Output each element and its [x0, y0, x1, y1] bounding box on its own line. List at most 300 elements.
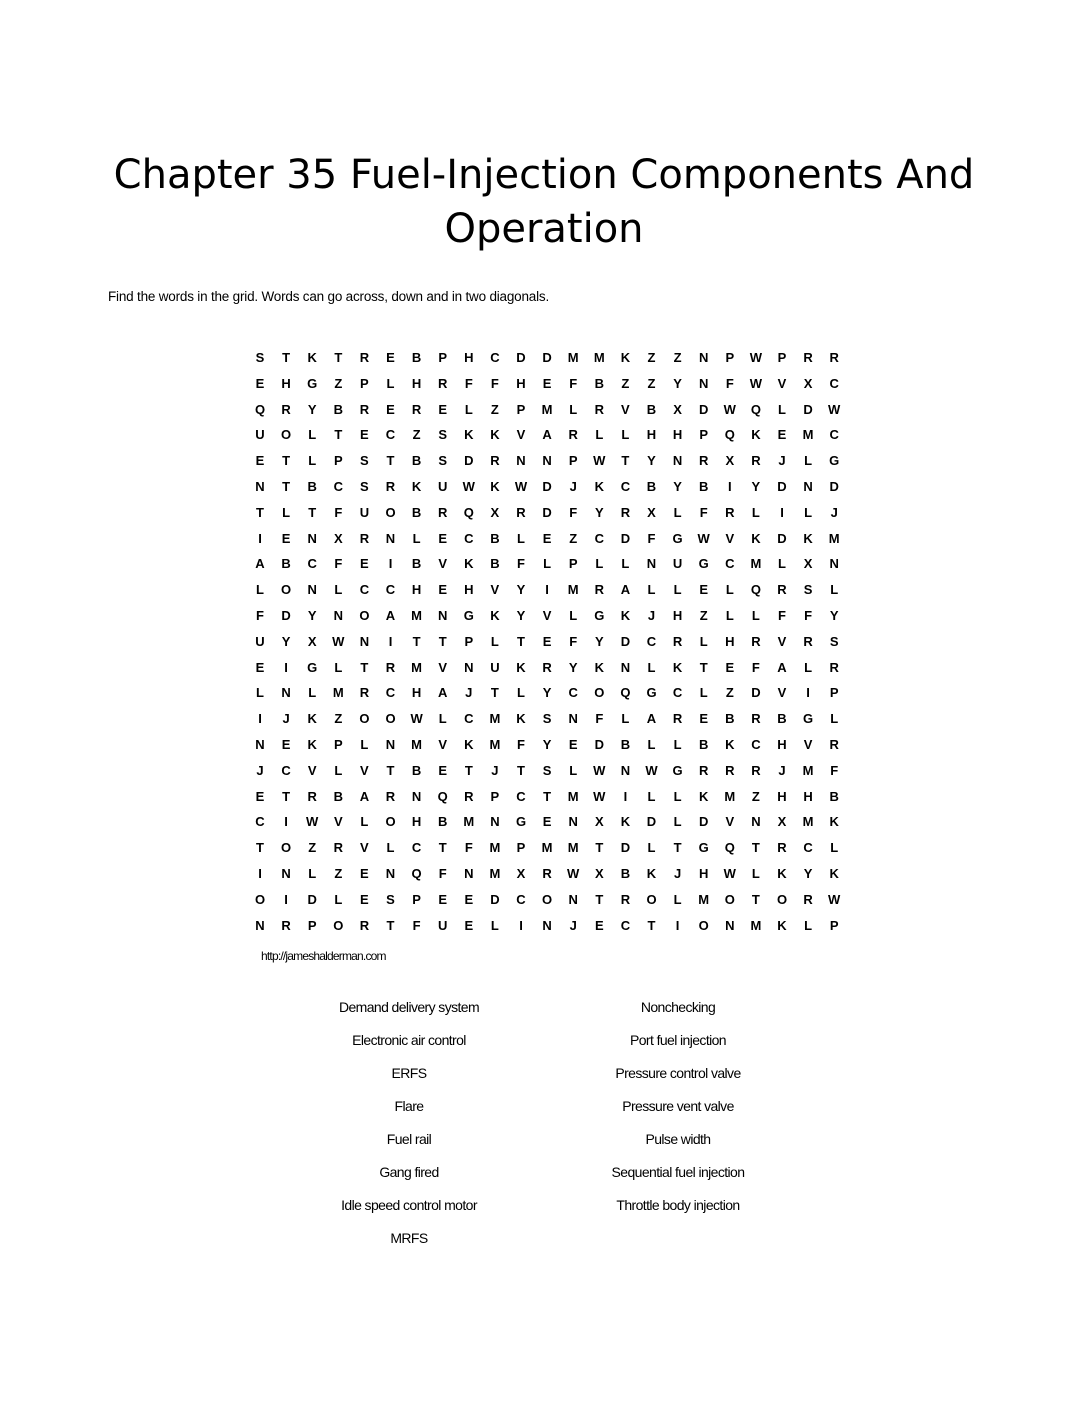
grid-cell[interactable]: K: [751, 530, 761, 546]
grid-cell[interactable]: D: [620, 633, 631, 649]
grid-cell[interactable]: O: [385, 504, 396, 520]
grid-cell[interactable]: E: [438, 530, 448, 546]
grid-cell[interactable]: I: [388, 633, 393, 649]
grid-cell[interactable]: M: [750, 917, 762, 933]
grid-cell[interactable]: E: [464, 917, 474, 933]
grid-cell[interactable]: G: [803, 711, 814, 727]
grid-cell[interactable]: D: [698, 401, 709, 417]
grid-cell[interactable]: V: [438, 659, 448, 675]
grid-cell[interactable]: L: [569, 401, 578, 417]
grid-cell[interactable]: A: [646, 711, 657, 727]
grid-cell[interactable]: F: [569, 504, 578, 520]
grid-cell[interactable]: R: [620, 504, 631, 520]
grid-cell[interactable]: Y: [647, 453, 656, 469]
grid-cell[interactable]: K: [464, 556, 474, 572]
grid-cell[interactable]: C: [255, 814, 265, 830]
grid-cell[interactable]: B: [333, 788, 343, 804]
grid-cell[interactable]: D: [751, 685, 761, 701]
grid-cell[interactable]: E: [542, 633, 552, 649]
grid-cell[interactable]: E: [699, 711, 709, 727]
grid-cell[interactable]: O: [333, 917, 344, 933]
grid-cell[interactable]: S: [542, 711, 552, 727]
grid-cell[interactable]: Z: [725, 685, 734, 701]
grid-cell[interactable]: N: [568, 814, 578, 830]
grid-cell[interactable]: W: [828, 891, 841, 907]
grid-cell[interactable]: L: [699, 685, 708, 701]
grid-cell[interactable]: E: [594, 917, 604, 933]
grid-cell[interactable]: N: [568, 711, 578, 727]
grid-cell[interactable]: J: [830, 504, 838, 520]
grid-cell[interactable]: U: [437, 917, 448, 933]
grid-cell[interactable]: M: [724, 788, 736, 804]
grid-cell[interactable]: H: [411, 685, 422, 701]
grid-cell[interactable]: N: [672, 453, 683, 469]
grid-cell[interactable]: O: [385, 814, 396, 830]
grid-cell[interactable]: O: [254, 891, 266, 907]
grid-cell[interactable]: W: [828, 401, 841, 417]
grid-cell[interactable]: R: [751, 633, 761, 649]
grid-cell[interactable]: H: [777, 788, 787, 804]
grid-cell[interactable]: N: [281, 685, 291, 701]
grid-cell[interactable]: L: [308, 453, 317, 469]
grid-cell[interactable]: F: [464, 840, 473, 856]
grid-cell[interactable]: D: [594, 737, 604, 752]
grid-cell[interactable]: E: [360, 427, 369, 443]
grid-cell[interactable]: S: [542, 762, 552, 778]
grid-cell[interactable]: D: [307, 891, 317, 907]
grid-cell[interactable]: R: [359, 685, 370, 701]
grid-cell[interactable]: B: [411, 504, 422, 520]
grid-cell[interactable]: E: [360, 556, 369, 572]
grid-cell[interactable]: T: [334, 350, 343, 365]
grid-cell[interactable]: G: [672, 762, 683, 778]
grid-cell[interactable]: P: [777, 350, 787, 365]
grid-cell[interactable]: L: [751, 608, 760, 623]
grid-cell[interactable]: L: [673, 737, 682, 752]
grid-cell[interactable]: T: [386, 762, 395, 778]
grid-cell[interactable]: N: [725, 917, 735, 933]
grid-cell[interactable]: I: [258, 711, 262, 727]
grid-cell[interactable]: Y: [281, 633, 291, 649]
grid-cell[interactable]: M: [411, 737, 423, 752]
grid-cell[interactable]: K: [516, 711, 526, 727]
grid-cell[interactable]: H: [725, 633, 735, 649]
grid-cell[interactable]: L: [830, 582, 839, 598]
grid-cell[interactable]: K: [646, 866, 657, 881]
grid-cell[interactable]: U: [255, 633, 265, 649]
grid-cell[interactable]: M: [567, 788, 579, 804]
grid-cell[interactable]: Q: [724, 840, 735, 856]
grid-cell[interactable]: O: [724, 891, 735, 907]
grid-cell[interactable]: L: [804, 453, 813, 469]
grid-cell[interactable]: N: [464, 866, 474, 881]
grid-cell[interactable]: Q: [254, 401, 266, 417]
grid-cell[interactable]: T: [282, 453, 291, 469]
grid-cell[interactable]: X: [490, 504, 500, 520]
grid-cell[interactable]: M: [411, 659, 423, 675]
grid-cell[interactable]: T: [386, 917, 395, 933]
grid-cell[interactable]: K: [464, 427, 474, 443]
grid-cell[interactable]: K: [777, 866, 787, 881]
grid-cell[interactable]: B: [437, 814, 448, 830]
grid-cell[interactable]: C: [359, 582, 370, 598]
grid-cell[interactable]: Y: [803, 866, 813, 881]
grid-cell[interactable]: F: [412, 917, 421, 933]
grid-cell[interactable]: U: [255, 427, 265, 443]
grid-cell[interactable]: N: [385, 737, 396, 752]
grid-cell[interactable]: C: [464, 530, 474, 546]
grid-cell[interactable]: C: [490, 350, 500, 365]
grid-cell[interactable]: M: [593, 350, 605, 365]
grid-cell[interactable]: L: [308, 866, 317, 881]
grid-cell[interactable]: P: [438, 350, 448, 365]
grid-cell[interactable]: V: [438, 737, 448, 752]
grid-cell[interactable]: W: [306, 814, 319, 830]
grid-cell[interactable]: T: [282, 350, 291, 365]
grid-cell[interactable]: B: [307, 479, 317, 494]
grid-cell[interactable]: F: [464, 375, 473, 391]
grid-cell[interactable]: F: [725, 375, 734, 391]
grid-cell[interactable]: P: [725, 350, 735, 365]
grid-cell[interactable]: M: [802, 762, 814, 778]
grid-cell[interactable]: M: [567, 582, 579, 598]
grid-cell[interactable]: E: [568, 737, 578, 752]
grid-cell[interactable]: N: [698, 375, 709, 391]
grid-cell[interactable]: W: [645, 762, 658, 778]
grid-cell[interactable]: B: [646, 479, 657, 494]
grid-cell[interactable]: R: [594, 401, 604, 417]
grid-cell[interactable]: Y: [673, 479, 682, 494]
grid-cell[interactable]: L: [360, 737, 369, 752]
grid-cell[interactable]: R: [490, 453, 500, 469]
grid-cell[interactable]: Q: [724, 427, 735, 443]
grid-cell[interactable]: N: [490, 814, 500, 830]
grid-cell[interactable]: J: [256, 762, 264, 778]
grid-cell[interactable]: L: [569, 762, 578, 778]
grid-cell[interactable]: L: [360, 814, 369, 830]
grid-cell[interactable]: Z: [673, 350, 682, 365]
grid-cell[interactable]: D: [646, 814, 657, 830]
grid-cell[interactable]: Y: [516, 608, 526, 623]
grid-cell[interactable]: J: [491, 762, 499, 778]
grid-cell[interactable]: W: [593, 762, 606, 778]
grid-cell[interactable]: P: [360, 375, 369, 391]
grid-cell[interactable]: L: [256, 685, 264, 701]
grid-cell[interactable]: R: [385, 659, 396, 675]
grid-cell[interactable]: Z: [621, 375, 630, 391]
grid-cell[interactable]: N: [385, 530, 396, 546]
grid-cell[interactable]: P: [516, 840, 526, 856]
grid-cell[interactable]: C: [620, 917, 631, 933]
grid-cell[interactable]: L: [751, 866, 760, 881]
grid-cell[interactable]: R: [385, 479, 396, 494]
grid-cell[interactable]: Z: [334, 375, 343, 391]
grid-cell[interactable]: J: [569, 917, 577, 933]
grid-cell[interactable]: N: [698, 350, 709, 365]
grid-cell[interactable]: W: [697, 530, 710, 546]
grid-cell[interactable]: F: [830, 762, 839, 778]
grid-cell[interactable]: V: [803, 737, 813, 752]
grid-cell[interactable]: L: [751, 504, 760, 520]
grid-cell[interactable]: L: [673, 814, 682, 830]
grid-cell[interactable]: C: [594, 530, 604, 546]
grid-cell[interactable]: O: [542, 891, 553, 907]
grid-cell[interactable]: R: [568, 427, 578, 443]
grid-cell[interactable]: J: [282, 711, 290, 727]
grid-cell[interactable]: B: [698, 479, 709, 494]
grid-cell[interactable]: O: [776, 891, 788, 907]
grid-cell[interactable]: H: [411, 582, 422, 598]
grid-cell[interactable]: E: [255, 659, 265, 675]
grid-cell[interactable]: F: [699, 504, 708, 520]
grid-cell[interactable]: K: [307, 350, 317, 365]
grid-cell[interactable]: Y: [594, 633, 604, 649]
grid-cell[interactable]: Y: [568, 659, 578, 675]
grid-cell[interactable]: L: [438, 711, 447, 727]
grid-cell[interactable]: O: [385, 711, 396, 727]
grid-cell[interactable]: C: [646, 633, 657, 649]
grid-cell[interactable]: L: [647, 737, 656, 752]
grid-cell[interactable]: R: [725, 762, 735, 778]
grid-cell[interactable]: K: [725, 737, 735, 752]
grid-cell[interactable]: C: [385, 685, 396, 701]
grid-cell[interactable]: X: [333, 530, 343, 546]
grid-cell[interactable]: D: [464, 453, 474, 469]
grid-cell[interactable]: M: [411, 608, 423, 623]
grid-cell[interactable]: D: [516, 350, 526, 365]
grid-cell[interactable]: F: [778, 608, 786, 623]
grid-cell[interactable]: M: [828, 530, 840, 546]
grid-cell[interactable]: N: [385, 866, 396, 881]
grid-cell[interactable]: B: [725, 711, 735, 727]
grid-cell[interactable]: L: [334, 582, 343, 598]
grid-cell[interactable]: R: [777, 582, 787, 598]
grid-cell[interactable]: K: [777, 917, 787, 933]
grid-cell[interactable]: T: [282, 479, 291, 494]
grid-cell[interactable]: T: [334, 427, 343, 443]
grid-cell[interactable]: C: [385, 427, 396, 443]
grid-cell[interactable]: E: [438, 582, 448, 598]
grid-cell[interactable]: E: [542, 530, 552, 546]
grid-cell[interactable]: M: [489, 840, 501, 856]
grid-cell[interactable]: U: [672, 556, 683, 572]
grid-cell[interactable]: U: [359, 504, 370, 520]
grid-cell[interactable]: E: [699, 582, 709, 598]
grid-cell[interactable]: H: [698, 866, 709, 881]
grid-cell[interactable]: Z: [647, 350, 656, 365]
grid-cell[interactable]: W: [567, 866, 580, 881]
grid-cell[interactable]: H: [464, 582, 474, 598]
grid-cell[interactable]: C: [411, 840, 422, 856]
grid-cell[interactable]: L: [725, 608, 734, 623]
grid-cell[interactable]: K: [620, 350, 631, 365]
grid-cell[interactable]: J: [465, 685, 473, 701]
grid-cell[interactable]: B: [620, 866, 631, 881]
grid-cell[interactable]: K: [829, 814, 839, 830]
grid-cell[interactable]: Z: [490, 401, 499, 417]
grid-cell[interactable]: M: [332, 685, 344, 701]
grid-cell[interactable]: M: [802, 814, 814, 830]
grid-cell[interactable]: Y: [516, 582, 526, 598]
grid-cell[interactable]: F: [804, 608, 813, 623]
grid-cell[interactable]: I: [284, 891, 288, 907]
grid-cell[interactable]: L: [778, 556, 786, 572]
grid-cell[interactable]: W: [514, 479, 528, 494]
grid-cell[interactable]: L: [517, 685, 525, 701]
grid-cell[interactable]: N: [542, 917, 552, 933]
grid-cell[interactable]: J: [569, 479, 577, 494]
grid-cell[interactable]: L: [490, 917, 499, 933]
grid-cell[interactable]: W: [332, 633, 345, 649]
grid-cell[interactable]: S: [255, 350, 265, 365]
grid-cell[interactable]: T: [517, 762, 525, 778]
grid-cell[interactable]: K: [672, 659, 683, 675]
grid-cell[interactable]: B: [411, 453, 422, 469]
grid-cell[interactable]: O: [359, 711, 370, 727]
grid-cell[interactable]: T: [386, 453, 395, 469]
grid-cell[interactable]: B: [777, 711, 787, 727]
source-link[interactable]: http://jameshalderman.com: [261, 949, 386, 963]
grid-cell[interactable]: C: [281, 762, 291, 778]
grid-cell[interactable]: T: [673, 840, 682, 856]
grid-cell[interactable]: I: [545, 582, 549, 598]
grid-cell[interactable]: L: [256, 582, 264, 598]
grid-cell[interactable]: W: [749, 375, 763, 391]
grid-cell[interactable]: A: [437, 685, 448, 701]
grid-cell[interactable]: E: [542, 814, 552, 830]
grid-cell[interactable]: P: [829, 917, 839, 933]
grid-cell[interactable]: M: [463, 814, 475, 830]
grid-cell[interactable]: L: [308, 685, 317, 701]
grid-cell[interactable]: N: [464, 659, 474, 675]
grid-cell[interactable]: L: [621, 711, 630, 727]
grid-cell[interactable]: V: [777, 685, 787, 701]
grid-cell[interactable]: K: [490, 608, 500, 623]
grid-cell[interactable]: B: [333, 401, 343, 417]
grid-cell[interactable]: H: [516, 375, 526, 391]
grid-cell[interactable]: M: [698, 891, 710, 907]
grid-cell[interactable]: T: [438, 840, 447, 856]
grid-cell[interactable]: P: [829, 685, 839, 701]
grid-cell[interactable]: L: [830, 711, 839, 727]
grid-cell[interactable]: Q: [437, 788, 448, 804]
grid-cell[interactable]: A: [255, 556, 265, 572]
grid-cell[interactable]: N: [411, 788, 422, 804]
grid-cell[interactable]: M: [750, 556, 762, 572]
grid-cell[interactable]: D: [281, 608, 291, 623]
grid-cell[interactable]: T: [256, 504, 264, 520]
grid-cell[interactable]: C: [620, 479, 631, 494]
grid-cell[interactable]: N: [568, 891, 578, 907]
grid-cell[interactable]: N: [620, 659, 631, 675]
grid-cell[interactable]: Y: [307, 401, 317, 417]
grid-cell[interactable]: R: [777, 840, 787, 856]
grid-cell[interactable]: L: [386, 840, 395, 856]
grid-cell[interactable]: T: [517, 633, 525, 649]
grid-cell[interactable]: E: [438, 401, 448, 417]
grid-cell[interactable]: D: [542, 504, 552, 520]
grid-cell[interactable]: B: [411, 762, 422, 778]
grid-cell[interactable]: H: [803, 788, 813, 804]
grid-cell[interactable]: N: [255, 917, 265, 933]
grid-cell[interactable]: W: [410, 711, 423, 727]
grid-cell[interactable]: J: [778, 762, 786, 778]
grid-cell[interactable]: L: [647, 659, 656, 675]
grid-cell[interactable]: X: [673, 401, 682, 417]
grid-cell[interactable]: S: [360, 453, 369, 469]
grid-cell[interactable]: L: [412, 530, 421, 546]
grid-cell[interactable]: V: [621, 401, 630, 417]
grid-cell[interactable]: N: [829, 556, 839, 572]
grid-cell[interactable]: R: [803, 350, 813, 365]
grid-cell[interactable]: B: [646, 401, 657, 417]
grid-cell[interactable]: K: [751, 427, 761, 443]
grid-cell[interactable]: M: [567, 350, 579, 365]
grid-cell[interactable]: Z: [308, 840, 317, 856]
grid-cell[interactable]: B: [698, 737, 709, 752]
grid-cell[interactable]: W: [593, 788, 606, 804]
grid-cell[interactable]: D: [542, 479, 552, 494]
grid-cell[interactable]: N: [255, 737, 265, 752]
grid-cell[interactable]: M: [489, 737, 501, 752]
grid-cell[interactable]: Z: [647, 375, 656, 391]
grid-cell[interactable]: J: [673, 866, 682, 881]
grid-cell[interactable]: P: [568, 453, 578, 469]
grid-cell[interactable]: K: [464, 737, 474, 752]
grid-cell[interactable]: I: [519, 917, 523, 933]
grid-cell[interactable]: N: [281, 866, 291, 881]
grid-cell[interactable]: L: [673, 891, 682, 907]
grid-cell[interactable]: V: [542, 608, 552, 623]
grid-cell[interactable]: F: [647, 530, 656, 546]
grid-cell[interactable]: H: [464, 350, 474, 365]
grid-cell[interactable]: B: [490, 556, 500, 572]
grid-cell[interactable]: B: [411, 556, 422, 572]
grid-cell[interactable]: R: [385, 788, 396, 804]
grid-cell[interactable]: X: [803, 556, 813, 572]
grid-cell[interactable]: C: [829, 375, 839, 391]
grid-cell[interactable]: V: [725, 814, 735, 830]
grid-cell[interactable]: R: [437, 375, 448, 391]
grid-cell[interactable]: X: [594, 866, 604, 881]
grid-cell[interactable]: O: [359, 608, 370, 623]
grid-cell[interactable]: F: [334, 504, 343, 520]
grid-cell[interactable]: X: [777, 814, 787, 830]
grid-cell[interactable]: K: [594, 659, 604, 675]
grid-cell[interactable]: R: [751, 711, 761, 727]
grid-cell[interactable]: R: [281, 401, 291, 417]
grid-cell[interactable]: T: [256, 840, 264, 856]
grid-cell[interactable]: P: [490, 788, 500, 804]
grid-cell[interactable]: R: [751, 453, 761, 469]
grid-cell[interactable]: Q: [620, 685, 631, 701]
grid-cell[interactable]: T: [308, 504, 317, 520]
grid-cell[interactable]: R: [281, 917, 291, 933]
grid-cell[interactable]: V: [333, 814, 343, 830]
grid-cell[interactable]: Y: [751, 479, 761, 494]
grid-cell[interactable]: H: [672, 427, 683, 443]
grid-cell[interactable]: G: [463, 608, 474, 623]
grid-cell[interactable]: K: [490, 479, 500, 494]
grid-cell[interactable]: L: [778, 401, 786, 417]
grid-cell[interactable]: F: [517, 556, 525, 572]
grid-cell[interactable]: L: [464, 401, 473, 417]
grid-cell[interactable]: I: [727, 479, 732, 494]
grid-cell[interactable]: K: [411, 479, 422, 494]
grid-cell[interactable]: B: [411, 350, 422, 365]
grid-cell[interactable]: I: [258, 866, 262, 881]
grid-cell[interactable]: T: [595, 891, 604, 907]
